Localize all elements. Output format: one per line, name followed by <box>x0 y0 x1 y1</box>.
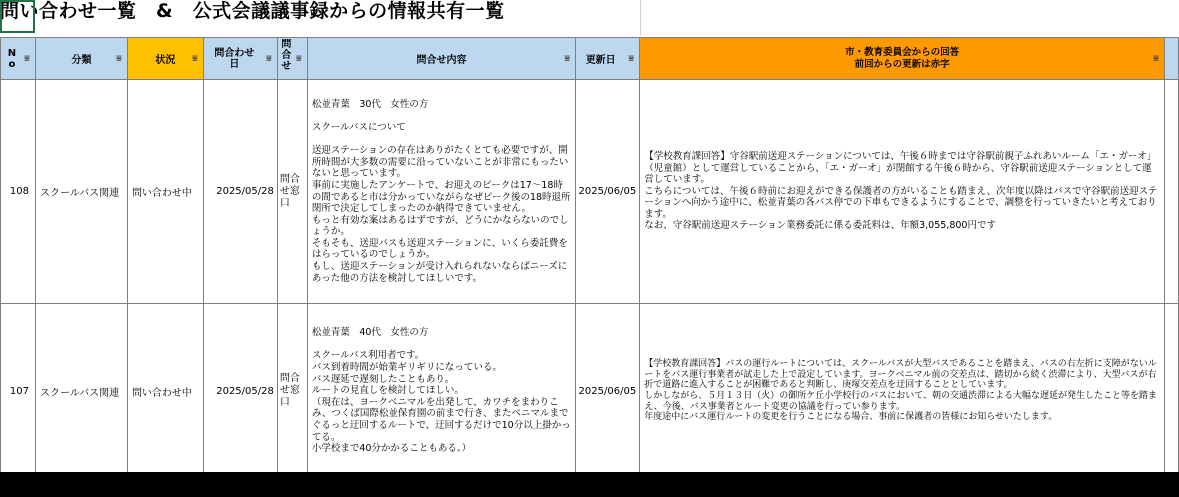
header-inquiry-method[interactable] <box>277 38 307 80</box>
answer-text: 【学校教育課回答】バスの運行ルートについては、スクールバスが大型バスであることを踏まえ、バスの右左折に支障がないルートをバス運行事業者が試走した上で設定しています。ヨークベニマル前の交差点は、踏切から続く渋滞により、大型バスが右折で道路に進入することが困難であると判断し、庚塚交差点を迂回することとしています。 しかしながら、５月１３日（火）の御所ケ丘小学校行のバスにおいて、朝の交通渋滞による大幅な遅延が発生したこと等を踏まえ、今後、バス事業者とルート変更の協議を行ってい参ります。 年度途中にバス運行ルートの変更を行うことになる場合、事前に保護者の皆様にお知らせいたします。 <box>644 359 1158 423</box>
header-updated-label: 更新日 <box>585 55 616 66</box>
header-category[interactable] <box>35 38 127 80</box>
header-no[interactable] <box>1 38 36 80</box>
header-content-label: 問合せ内容 <box>416 55 467 66</box>
header-inquiry-method-label: 問合せ <box>281 39 292 72</box>
header-answer[interactable] <box>640 38 1165 80</box>
cell-date[interactable]: 2025/05/28 <box>203 304 277 473</box>
cell-category[interactable]: スクールバス関連 <box>35 304 127 473</box>
cell-updated[interactable]: 2025/06/05 <box>576 80 640 304</box>
filter-dropdown-icon[interactable]: ⩸ <box>1153 53 1159 64</box>
cell-no[interactable]: 107 <box>1 304 36 473</box>
inquiry-table <box>0 37 1179 472</box>
header-content[interactable] <box>307 38 575 80</box>
cell-answer[interactable] <box>640 80 1165 304</box>
gridline <box>640 0 641 36</box>
cell-content[interactable] <box>307 80 575 304</box>
filter-dropdown-icon[interactable]: ⩸ <box>192 53 198 64</box>
header-no-label: N o <box>7 47 17 70</box>
sheet-title: 問い合わせ一覧 & 公式会議議事録からの情報共有一覧 <box>0 0 505 22</box>
active-cell-selector[interactable] <box>0 0 35 33</box>
filter-dropdown-icon[interactable]: ⩸ <box>116 53 122 64</box>
cell-method[interactable]: 問合せ窓口 <box>277 304 307 473</box>
header-updated[interactable] <box>576 38 640 80</box>
filter-dropdown-icon[interactable]: ⩸ <box>628 53 634 64</box>
cell-category[interactable]: スクールバス関連 <box>35 80 127 304</box>
cell-content[interactable] <box>307 304 575 473</box>
title-row <box>0 0 1179 36</box>
header-status[interactable] <box>127 38 203 80</box>
cell-no[interactable]: 108 <box>1 80 36 304</box>
cell-status[interactable]: 問い合わせ中 <box>127 304 203 473</box>
content-text: 松並青葉 30代 女性の方 スクールバスについて 送迎ステーションの存在はありがたくとても必要ですが、開所時間が大多数の需要に沿っていないことが非常にもったいないと思っています。 事前に実施したアンケートで、お迎えのピークは17～18時の間であると市は分かっていながらなぜピーク後の18時退所閉所で決定してしまったのか納得できていません。 もっと有効な案はあるはずですが、どうにかならないのでしょうか。 そもそも、送迎バスも送迎ステーションに、いくら委託費をはらっているのでしょうか。 もし、送迎ステーションが受け入れられないならばニーズにあった他の方法を検討してほしいです。 <box>311 98 571 284</box>
filter-dropdown-icon[interactable]: ⩸ <box>564 53 570 64</box>
cell-answer[interactable] <box>640 304 1165 473</box>
header-status-label: 状況 <box>155 55 176 66</box>
answer-text: 【学校教育課回答】守谷駅前送迎ステーションについては、午後６時までは守谷駅前親子ふれあいルーム「エ・ガーオ」（児童館）として運営していることから、「エ・ガーオ」が閉館する午後６時から、守谷駅前送迎ステーションとして運営しています。 こちらについては、午後６時前にお迎えができる保護者の方がいることも踏まえ、次年度以降はバスで守谷駅前送迎ステーションへ向かう途中に、松並青葉の各バス停での下車もできるようにすることで、調整を行っていきたいと考えております。 なお、守谷駅前送迎ステーション業務委託に係る委託料は、年額3,055,800円です <box>644 150 1158 232</box>
cell-updated[interactable]: 2025/06/05 <box>576 304 640 473</box>
filter-dropdown-icon[interactable]: ⩸ <box>266 53 272 64</box>
cell-extra[interactable] <box>1164 304 1178 473</box>
header-inquiry-date[interactable] <box>203 38 277 80</box>
header-answer-label: 市・教育委員会からの回答 <box>845 46 960 58</box>
cell-date[interactable]: 2025/05/28 <box>203 80 277 304</box>
header-inquiry-date-label: 問合わせ日 <box>214 47 255 70</box>
cell-method[interactable]: 問合せ窓口 <box>277 80 307 304</box>
header-extra <box>1164 38 1178 80</box>
content-text: 松並青葉 40代 女性の方 スクールバス利用者です。 バス到着時間が始業ギリギリになっている。 バス遅延で遅刻したこともあり。 ルートの見直しを検討してほしい。 （現在は、ヨークベニマルを出発して、カワチをまわりこみ、つくば国際松並保育園の前まで行き、またベニマルまでぐるっと迂回するルートで、迂回するだけで10分以上掛かってる。 小学校まで40分かかることもある。） <box>311 327 571 455</box>
cell-status[interactable]: 問い合わせ中 <box>127 80 203 304</box>
cell-extra[interactable] <box>1164 80 1178 304</box>
table-row <box>1 304 1179 473</box>
header-answer-note: 前回からの更新は赤字 <box>854 58 950 70</box>
filter-dropdown-icon[interactable]: ⩸ <box>296 53 302 64</box>
filter-dropdown-icon[interactable]: ⩸ <box>24 53 30 64</box>
table-row <box>1 80 1179 304</box>
header-category-label: 分類 <box>71 55 92 66</box>
